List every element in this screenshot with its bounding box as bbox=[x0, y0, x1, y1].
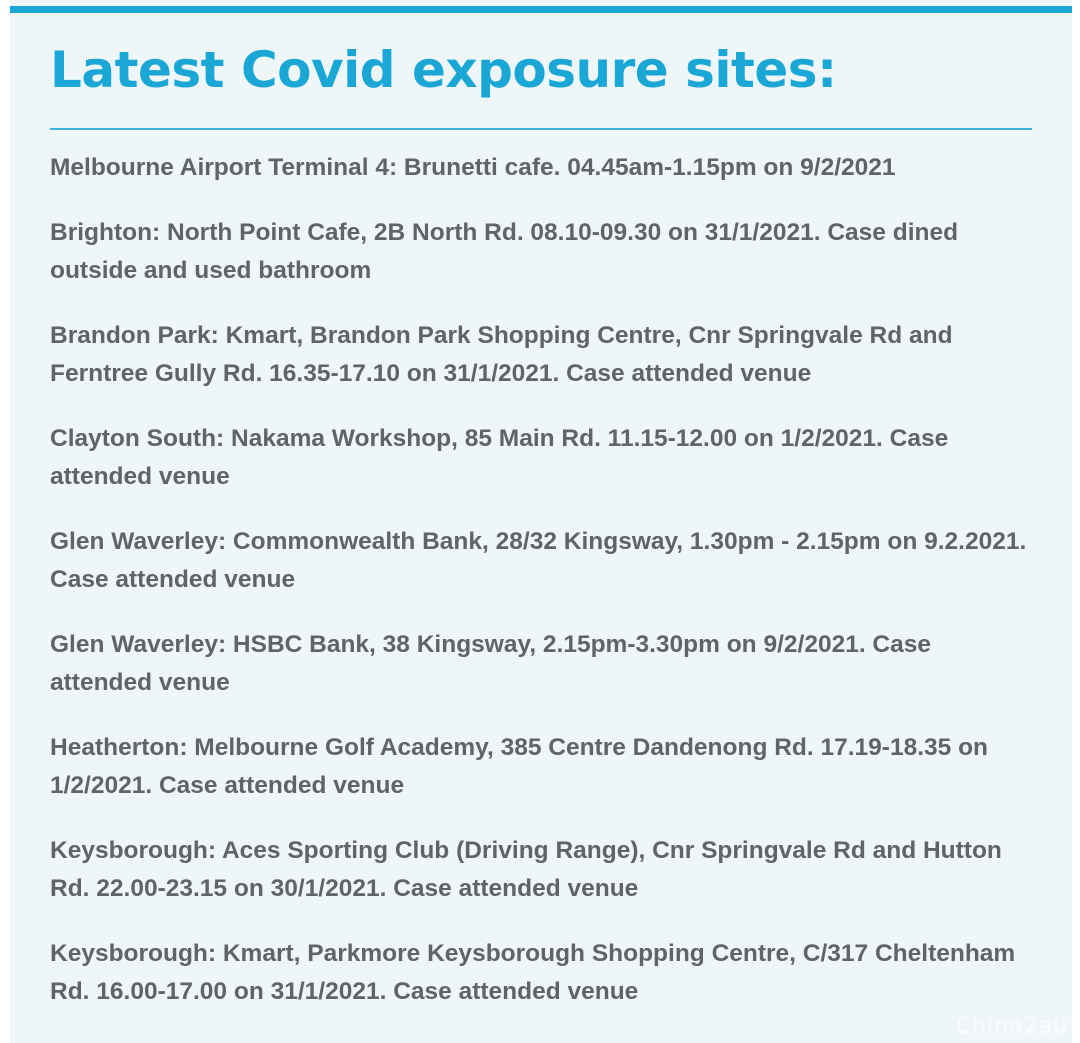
title-divider bbox=[50, 128, 1032, 130]
watermark: Chinа2au bbox=[955, 1014, 1068, 1039]
exposure-site-item: Melbourne Airport Terminal 4: Brunetti cafe. 04.45am-1.15pm on 9/2/2021 bbox=[50, 154, 896, 181]
exposure-sites-panel bbox=[10, 0, 1072, 1043]
exposure-site-item: Brandon Park: Kmart, Brandon Park Shopping Centre, Cnr Springvale Rd and Ferntree Gully Rd. 16.35-17.10 on 31/1/2021. Case attended venue bbox=[50, 322, 953, 387]
exposure-site-item: Brighton: North Point Cafe, 2B North Rd. 08.10-09.30 on 31/1/2021. Case dined outside and used bathroom bbox=[50, 219, 959, 284]
exposure-site-item: Keysborough: Aces Sporting Club (Driving Range), Cnr Springvale Rd and Hutton Rd. 22.00-23.15 on 30/1/2021. Case attended venue bbox=[50, 837, 1002, 902]
page-title: Latest Covid exposure sites: bbox=[50, 41, 837, 99]
exposure-site-item: Clayton South: Nakama Workshop, 85 Main Rd. 11.15-12.00 on 1/2/2021. Case attended venue bbox=[50, 425, 949, 490]
exposure-site-item: Keysborough: Kmart, Parkmore Keysborough Shopping Centre, C/317 Cheltenham Rd. 16.00-17.00 on 31/1/2021. Case attended venue bbox=[50, 940, 1016, 1005]
top-accent-bar bbox=[10, 6, 1072, 13]
exposure-site-list bbox=[50, 149, 1035, 1038]
exposure-site-item: Heatherton: Melbourne Golf Academy, 385 Centre Dandenong Rd. 17.19-18.35 on 1/2/2021. Case attended venue bbox=[50, 734, 989, 799]
exposure-site-item: Glen Waverley: HSBC Bank, 38 Kingsway, 2.15pm-3.30pm on 9/2/2021. Case attended venue bbox=[50, 631, 932, 696]
exposure-site-item: Glen Waverley: Commonwealth Bank, 28/32 Kingsway, 1.30pm - 2.15pm on 9.2.2021. Case attended venue bbox=[50, 528, 1027, 593]
